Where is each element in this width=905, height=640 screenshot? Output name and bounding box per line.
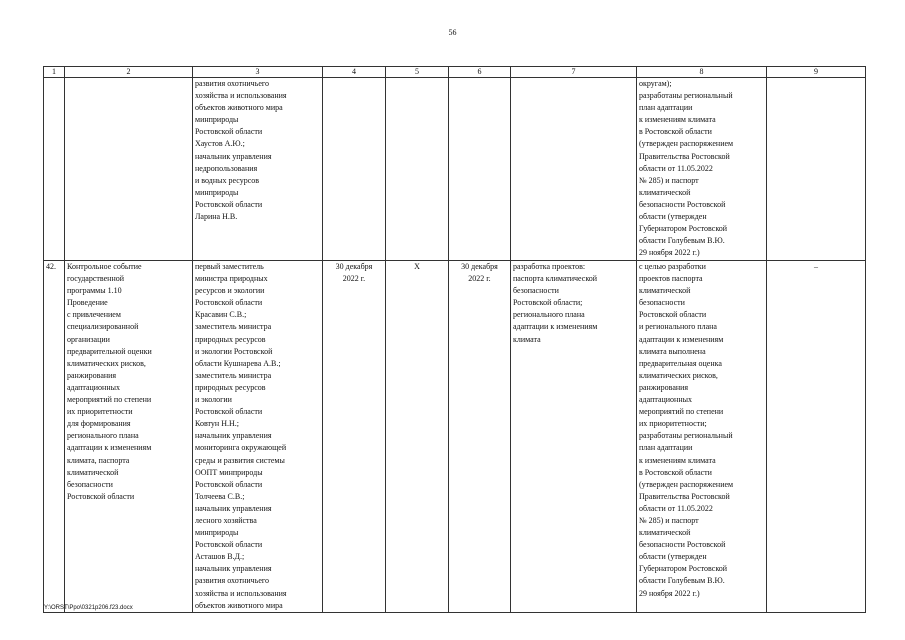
row2-fact-date: 30 декабря 2022 г. bbox=[449, 261, 511, 613]
row1-event bbox=[65, 78, 193, 261]
row1-fact-date bbox=[449, 78, 511, 261]
table-row bbox=[44, 261, 866, 613]
header-cell-1: 1 bbox=[44, 67, 65, 78]
header-cell-4: 4 bbox=[323, 67, 386, 78]
row1-note bbox=[767, 78, 866, 261]
header-cell-3: 3 bbox=[193, 67, 323, 78]
header-cell-9: 9 bbox=[767, 67, 866, 78]
header-row bbox=[44, 67, 866, 78]
header-cell-5: 5 bbox=[386, 67, 449, 78]
row2-note: – bbox=[767, 261, 866, 613]
header-cell-8: 8 bbox=[637, 67, 767, 78]
file-path-footer: Y:\ORST\Ppo\0321p206.f23.docx bbox=[44, 605, 133, 611]
row1-result-fact: округам); разработаны региональный план адаптации к изменениям климата в Ростовской области (утвержден распоряжением Правительства Ростовской области от 11.05.2022 № 285) и паспорт климатической безопасности Ростовской области (утвержден Губернатором Ростовской области Голубевым В.Ю. 29 ноября 2022 г.) bbox=[637, 78, 767, 261]
row2-number: 42. bbox=[44, 261, 65, 613]
row2-result-fact: с целью разработки проектов паспорта климатической безопасности Ростовской области и регионального плана адаптации к изменениям климата выполнена предварительная оценка климатических рисков, ранжирования адаптационных мероприятий по степени их приоритетности; разработаны региональный план адаптации к изменениям климата в Ростовской области (утвержден распоряжением Правительства Ростовской области от 11.05.2022 № 285) и паспорт климатической безопасности Ростовской области (утвержден Губернатором Ростовской области Голубевым В.Ю. 29 ноября 2022 г.) bbox=[637, 261, 767, 613]
header-cell-6: 6 bbox=[449, 67, 511, 78]
row2-plan-date: 30 декабря 2022 г. bbox=[323, 261, 386, 613]
page-number: 56 bbox=[448, 28, 457, 37]
row2-result-plan: разработка проектов: паспорта климатической безопасности Ростовской области; регионального плана адаптации к изменениям климата bbox=[511, 261, 637, 613]
header-cell-2: 2 bbox=[65, 67, 193, 78]
row2-event: Контрольное событие государственной программы 1.10 Проведение с привлечением специализированной организации предварительной оценки климатических рисков, ранжирования адаптационных мероприятий по степени их приоритетности для формирования регионального плана адаптации к изменениям климата, паспорта климатической безопасности Ростовской области bbox=[65, 261, 193, 613]
row1-result-plan bbox=[511, 78, 637, 261]
row1-plan-date bbox=[323, 78, 386, 261]
table-row bbox=[44, 78, 866, 261]
row2-responsible: первый заместитель министра природных ресурсов и экологии Ростовской области Красавин С.В.; заместитель министра природных ресурсов и экологии Ростовской области Кушнарева А.В.; заместитель министра природных ресурсов и экологии Ростовской области Ковтун Н.Н.; начальник управления мониторинга окружающей среды и развития системы ООПТ минприроды Ростовской области Толчеева С.В.; начальник управления лесного хозяйства минприроды Ростовской области Асташов В.Д.; начальник управления развития охотничьего хозяйства и использования объектов животного мира bbox=[193, 261, 323, 613]
row1-responsible: развития охотничьего хозяйства и использования объектов животного мира минприроды Ростовской области Хаустов А.Ю.; начальник управления недропользования и водных ресурсов минприроды Ростовской области Ларина Н.В. bbox=[193, 78, 323, 261]
row2-col5: X bbox=[386, 261, 449, 613]
row1-col5 bbox=[386, 78, 449, 261]
report-table bbox=[43, 66, 866, 613]
row1-number bbox=[44, 78, 65, 261]
header-cell-7: 7 bbox=[511, 67, 637, 78]
